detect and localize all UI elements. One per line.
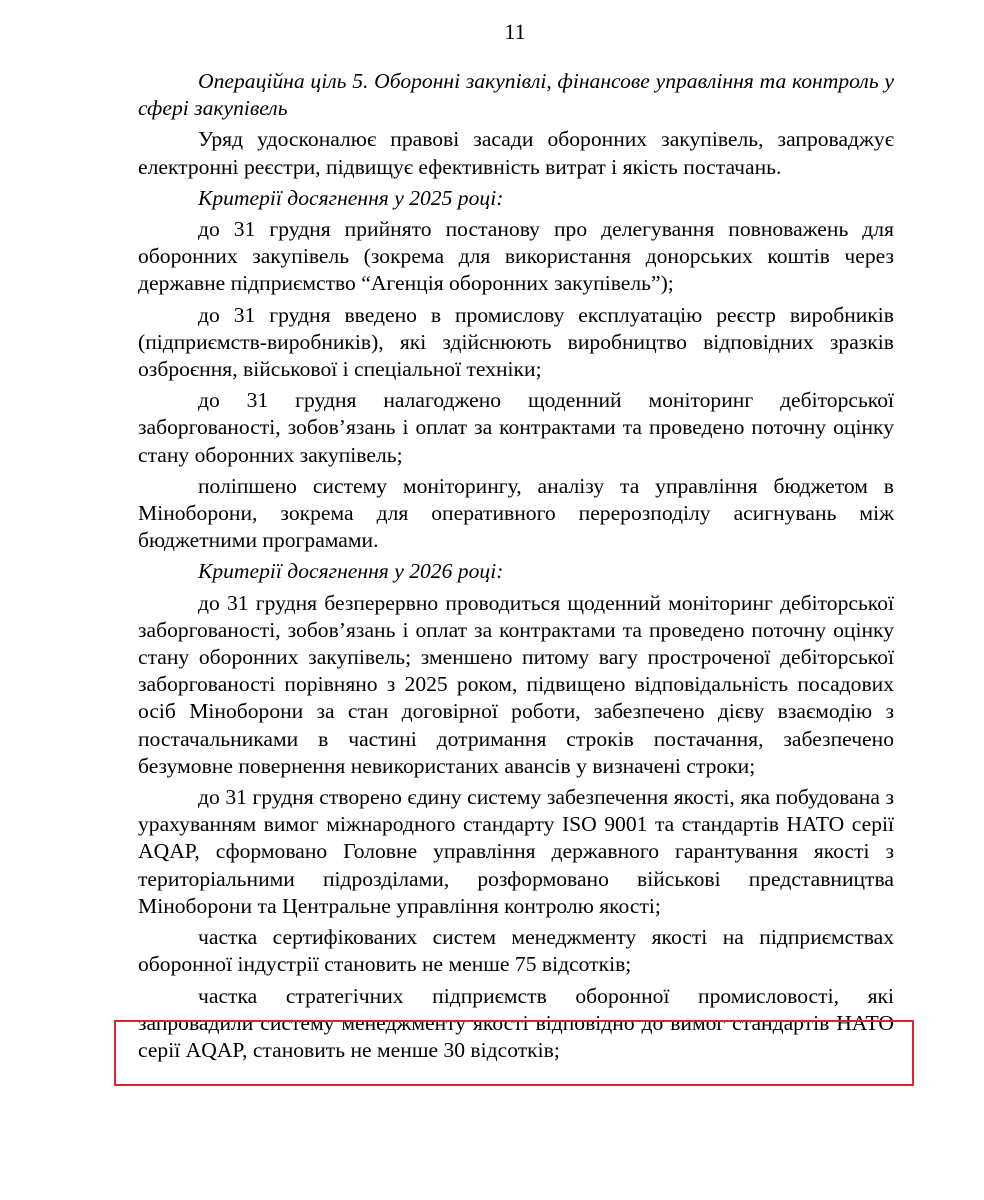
criterion-2025-producer-registry: до 31 грудня введено в промислову експлуатацію реєстр виробників (підприємств-виробників), які здійснюють виробництво відповідних зразків озброєння, військової і спеціальної техніки;	[138, 302, 894, 382]
page-number: 11	[504, 19, 526, 44]
document-body	[138, 68, 894, 1064]
criterion-2026-aqap-enterprises-share: частка стратегічних підприємств оборонної промисловості, які запровадили систему менеджменту якості відповідно до вимог стандартів НАТО серії AQAP, становить не менше 30 відсотків;	[138, 983, 894, 1062]
criteria-2026-heading: Критерії досягнення у 2026 році:	[198, 559, 504, 584]
criterion-2026-certified-qms-share: частка сертифікованих систем менеджменту якості на підприємствах оборонної індустрії становить не менше 75 відсотків;	[138, 925, 894, 977]
criterion-2025-budget-management: поліпшено систему моніторингу, аналізу та управління бюджетом в Міноборони, зокрема для оперативного перерозподілу асигнувань між бюджетними програмами.	[138, 473, 894, 553]
criterion-2025-receivables-monitoring: до 31 грудня налагоджено щоденний моніторинг дебіторської заборгованості, зобов’язань і оплат за контрактами та проведено поточну оцінку стану оборонних закупівель;	[138, 388, 894, 467]
goal-description: Уряд удосконалює правові засади оборонних закупівель, запроваджує електронні реєстри, підвищує ефективність витрат і якість постачань.	[138, 127, 894, 179]
operational-goal-heading: Операційна ціль 5. Оборонні закупівлі, фінансове управління та контроль у сфері закупівель	[138, 69, 894, 121]
criterion-2026-quality-system: до 31 грудня створено єдину систему забезпечення якості, яка побудована з урахуванням вимог міжнародного стандарту ISO 9001 та стандартів НАТО серії AQAP, сформовано Головне управління державного гарантування якості з територіальними підрозділами, розформовано військові представництва Міноборони та Центральне управління контролю якості;	[138, 785, 894, 918]
criterion-2025-delegation: до 31 грудня прийнято постанову про делегування повноважень для оборонних закупівель (зокрема для використання донорських коштів через державне підприємство “Агенція оборонних закупівель”);	[138, 217, 894, 296]
criterion-2026-receivables-monitoring: до 31 грудня безперервно проводиться щоденний моніторинг дебіторської заборгованості, зобов’язань і оплат за контрактами та проведено поточну оцінку стану оборонних закупівель; зменшено питому вагу простроченої дебіторської заборгованості порівняно з 2025 роком, підвищено відповідальність посадових осіб Міноборони за стан договірної роботи, забезпечено дієву взаємодію з постачальниками в частині дотримання строків постачання, забезпечено безумовне повернення невикористаних авансів у визначені строки;	[138, 590, 894, 778]
criteria-2025-heading: Критерії досягнення у 2025 році:	[198, 185, 504, 210]
